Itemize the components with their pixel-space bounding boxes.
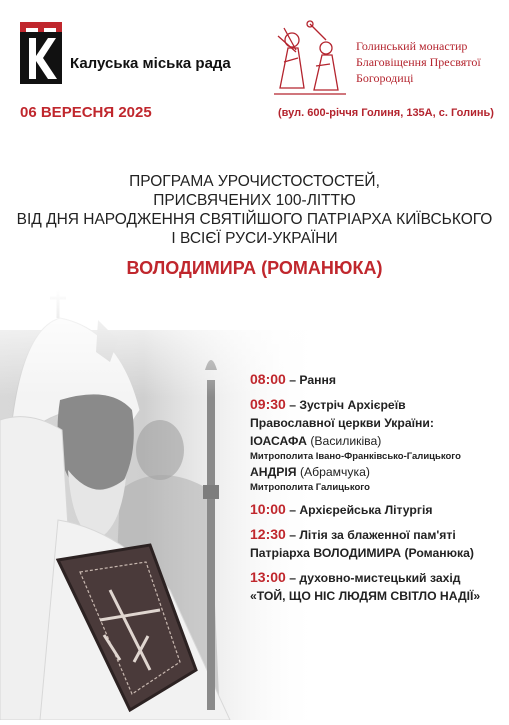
schedule-text: – Архієрейська Літургія — [285, 503, 433, 517]
patriarch-name: ВОЛОДИМИРА (РОМАНЮКА) — [126, 258, 383, 278]
event-date: 06 ВЕРЕСНЯ 2025 — [20, 104, 152, 121]
hierarch-title: Митрополита Івано-Франківсько-Галицького — [250, 451, 461, 462]
schedule-text-line: Патріарха ВОЛОДИМИРА (Романюка) — [250, 546, 474, 560]
monastery-address: (вул. 600-річчя Голиня, 135А, с. Голинь) — [278, 107, 494, 119]
schedule-text: – Літія за блаженної пам'яті — [285, 528, 456, 542]
monastery-line: Голинський монастир — [356, 39, 468, 53]
hierarch-surname: (Абрамчука) — [296, 465, 370, 479]
program-title — [0, 172, 509, 248]
hierarch-name: ІОАСАФА — [250, 434, 307, 448]
schedule-time: 08:00 — [250, 371, 286, 387]
title-line: ПРОГРАМА УРОЧИСТОСТОСТЕЙ, — [129, 173, 380, 190]
title-line: І ВСІЄЇ РУСИ-УКРАЇНИ — [171, 230, 338, 247]
program-schedule — [250, 370, 505, 605]
schedule-time: 13:00 — [250, 569, 286, 585]
schedule-text: – Зустріч Архієреїв — [285, 398, 406, 412]
schedule-item — [250, 370, 505, 389]
schedule-text-line: «ТОЙ, ЩО НІС ЛЮДЯМ СВІТЛО НАДІЇ» — [250, 589, 481, 603]
schedule-item — [250, 395, 505, 494]
city-council-name: Калуська міська рада — [70, 55, 231, 72]
monastery-line: Богородиці — [356, 71, 414, 85]
schedule-item — [250, 568, 505, 605]
annunciation-icon — [270, 18, 350, 100]
schedule-item — [250, 500, 505, 519]
hierarch-surname: (Василиківа) — [306, 434, 382, 448]
schedule-time: 09:30 — [250, 396, 286, 412]
schedule-item — [250, 525, 505, 562]
hierarch-name: АНДРІЯ — [250, 465, 297, 479]
monastery-line: Благовіщення Пресвятої — [356, 55, 481, 69]
hierarch-title: Митрополита Галицького — [250, 482, 370, 493]
schedule-text: – Рання — [285, 373, 336, 387]
kalush-logo-icon — [20, 22, 62, 84]
schedule-time: 10:00 — [250, 501, 286, 517]
title-line: ПРИСВЯЧЕНИХ 100-ЛІТТЮ — [153, 192, 356, 209]
schedule-text-line: Православної церкви України: — [250, 416, 434, 430]
title-line: ВІД ДНЯ НАРОДЖЕННЯ СВЯТІЙШОГО ПАТРІАРХА КИЇВСЬКОГО — [16, 211, 493, 228]
monastery-name — [356, 38, 481, 86]
schedule-text: – духовно-мистецький захід — [285, 571, 461, 585]
schedule-time: 12:30 — [250, 526, 286, 542]
